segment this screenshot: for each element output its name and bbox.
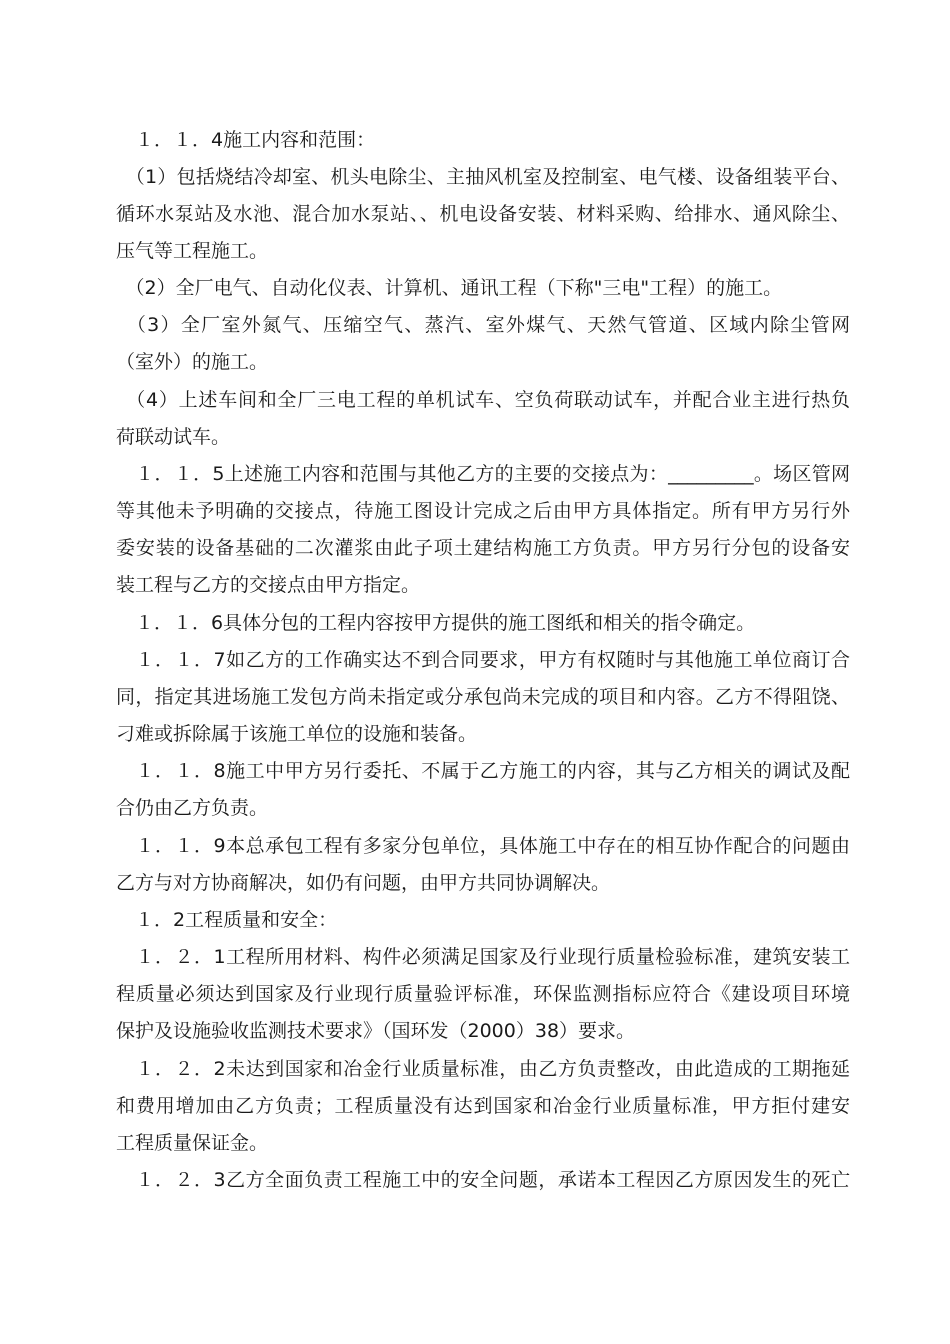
text-line: １．１．9本总承包工程有多家分包单位，具体施工中存在的相互协作配合的问题由 bbox=[116, 835, 850, 857]
text-line: １．１．8施工中甲方另行委托、不属于乙方施工的内容，其与乙方相关的调试及配 bbox=[116, 760, 850, 782]
text-line: １．１．5上述施工内容和范围与其他乙方的主要的交接点为：_________。场区管网 bbox=[116, 463, 850, 485]
text-line: １．１．4施工内容和范围： bbox=[116, 129, 376, 151]
text-line: １．２．1工程所用材料、构件必须满足国家及行业现行质量检验标准，建筑安装工 bbox=[116, 946, 850, 968]
text-line: 和费用增加由乙方负责；工程质量没有达到国家和冶金行业质量标准，甲方拒付建安 bbox=[116, 1095, 850, 1117]
text-line: 委安装的设备基础的二次灌浆由此子项土建结构施工方负责。甲方另行分包的设备安 bbox=[116, 537, 850, 559]
text-line: （3）全厂室外氮气、压缩空气、蒸汽、室外煤气、天然气管道、区域内除尘管网 bbox=[116, 314, 850, 336]
text-line: １．２．2未达到国家和冶金行业质量标准，由乙方负责整改，由此造成的工期拖延 bbox=[116, 1058, 850, 1080]
text-line: 刁难或拆除属于该施工单位的设施和装备。 bbox=[116, 723, 478, 745]
text-line: １．１．6具体分包的工程内容按甲方提供的施工图纸和相关的指令确定。 bbox=[116, 612, 756, 634]
text-line: 乙方与对方协商解决，如仍有问题，由甲方共同协调解决。 bbox=[116, 872, 611, 894]
text-line: 合仍由乙方负责。 bbox=[116, 797, 269, 819]
text-line: 循环水泵站及水池、混合加水泵站、、机电设备安装、材料采购、给排水、通风除尘、 bbox=[116, 203, 850, 225]
text-line: 保护及设施验收监测技术要求》（国环发（2000）38）要求。 bbox=[116, 1020, 636, 1042]
text-line: （2）全厂电气、自动化仪表、计算机、通讯工程（下称"三电"工程）的施工。 bbox=[116, 277, 783, 299]
text-line: 压气等工程施工。 bbox=[116, 240, 269, 262]
text-line: 装工程与乙方的交接点由甲方指定。 bbox=[116, 574, 421, 596]
text-line: 荷联动试车。 bbox=[116, 426, 231, 448]
text-line: 等其他未予明确的交接点，待施工图设计完成之后由甲方具体指定。所有甲方另行外 bbox=[116, 500, 850, 522]
text-line: １．２．3乙方全面负责工程施工中的安全问题，承诺本工程因乙方原因发生的死亡 bbox=[116, 1169, 850, 1191]
text-line: （1）包括烧结冷却室、机头电除尘、主抽风机室及控制室、电气楼、设备组装平台、 bbox=[116, 166, 850, 188]
text-line: １．１．7如乙方的工作确实达不到合同要求，甲方有权随时与其他施工单位商订合 bbox=[116, 649, 850, 671]
text-line: （4）上述车间和全厂三电工程的单机试车、空负荷联动试车，并配合业主进行热负 bbox=[116, 389, 850, 411]
text-line: 程质量必须达到国家及行业现行质量验评标准，环保监测指标应符合《建设项目环境 bbox=[116, 983, 850, 1005]
text-line: １．2工程质量和安全： bbox=[116, 909, 338, 931]
text-line: 同，指定其进场施工发包方尚未指定或分承包尚未完成的项目和内容。乙方不得阻饶、 bbox=[116, 686, 850, 708]
text-line: （室外）的施工。 bbox=[116, 351, 269, 373]
text-line: 工程质量保证金。 bbox=[116, 1132, 269, 1154]
